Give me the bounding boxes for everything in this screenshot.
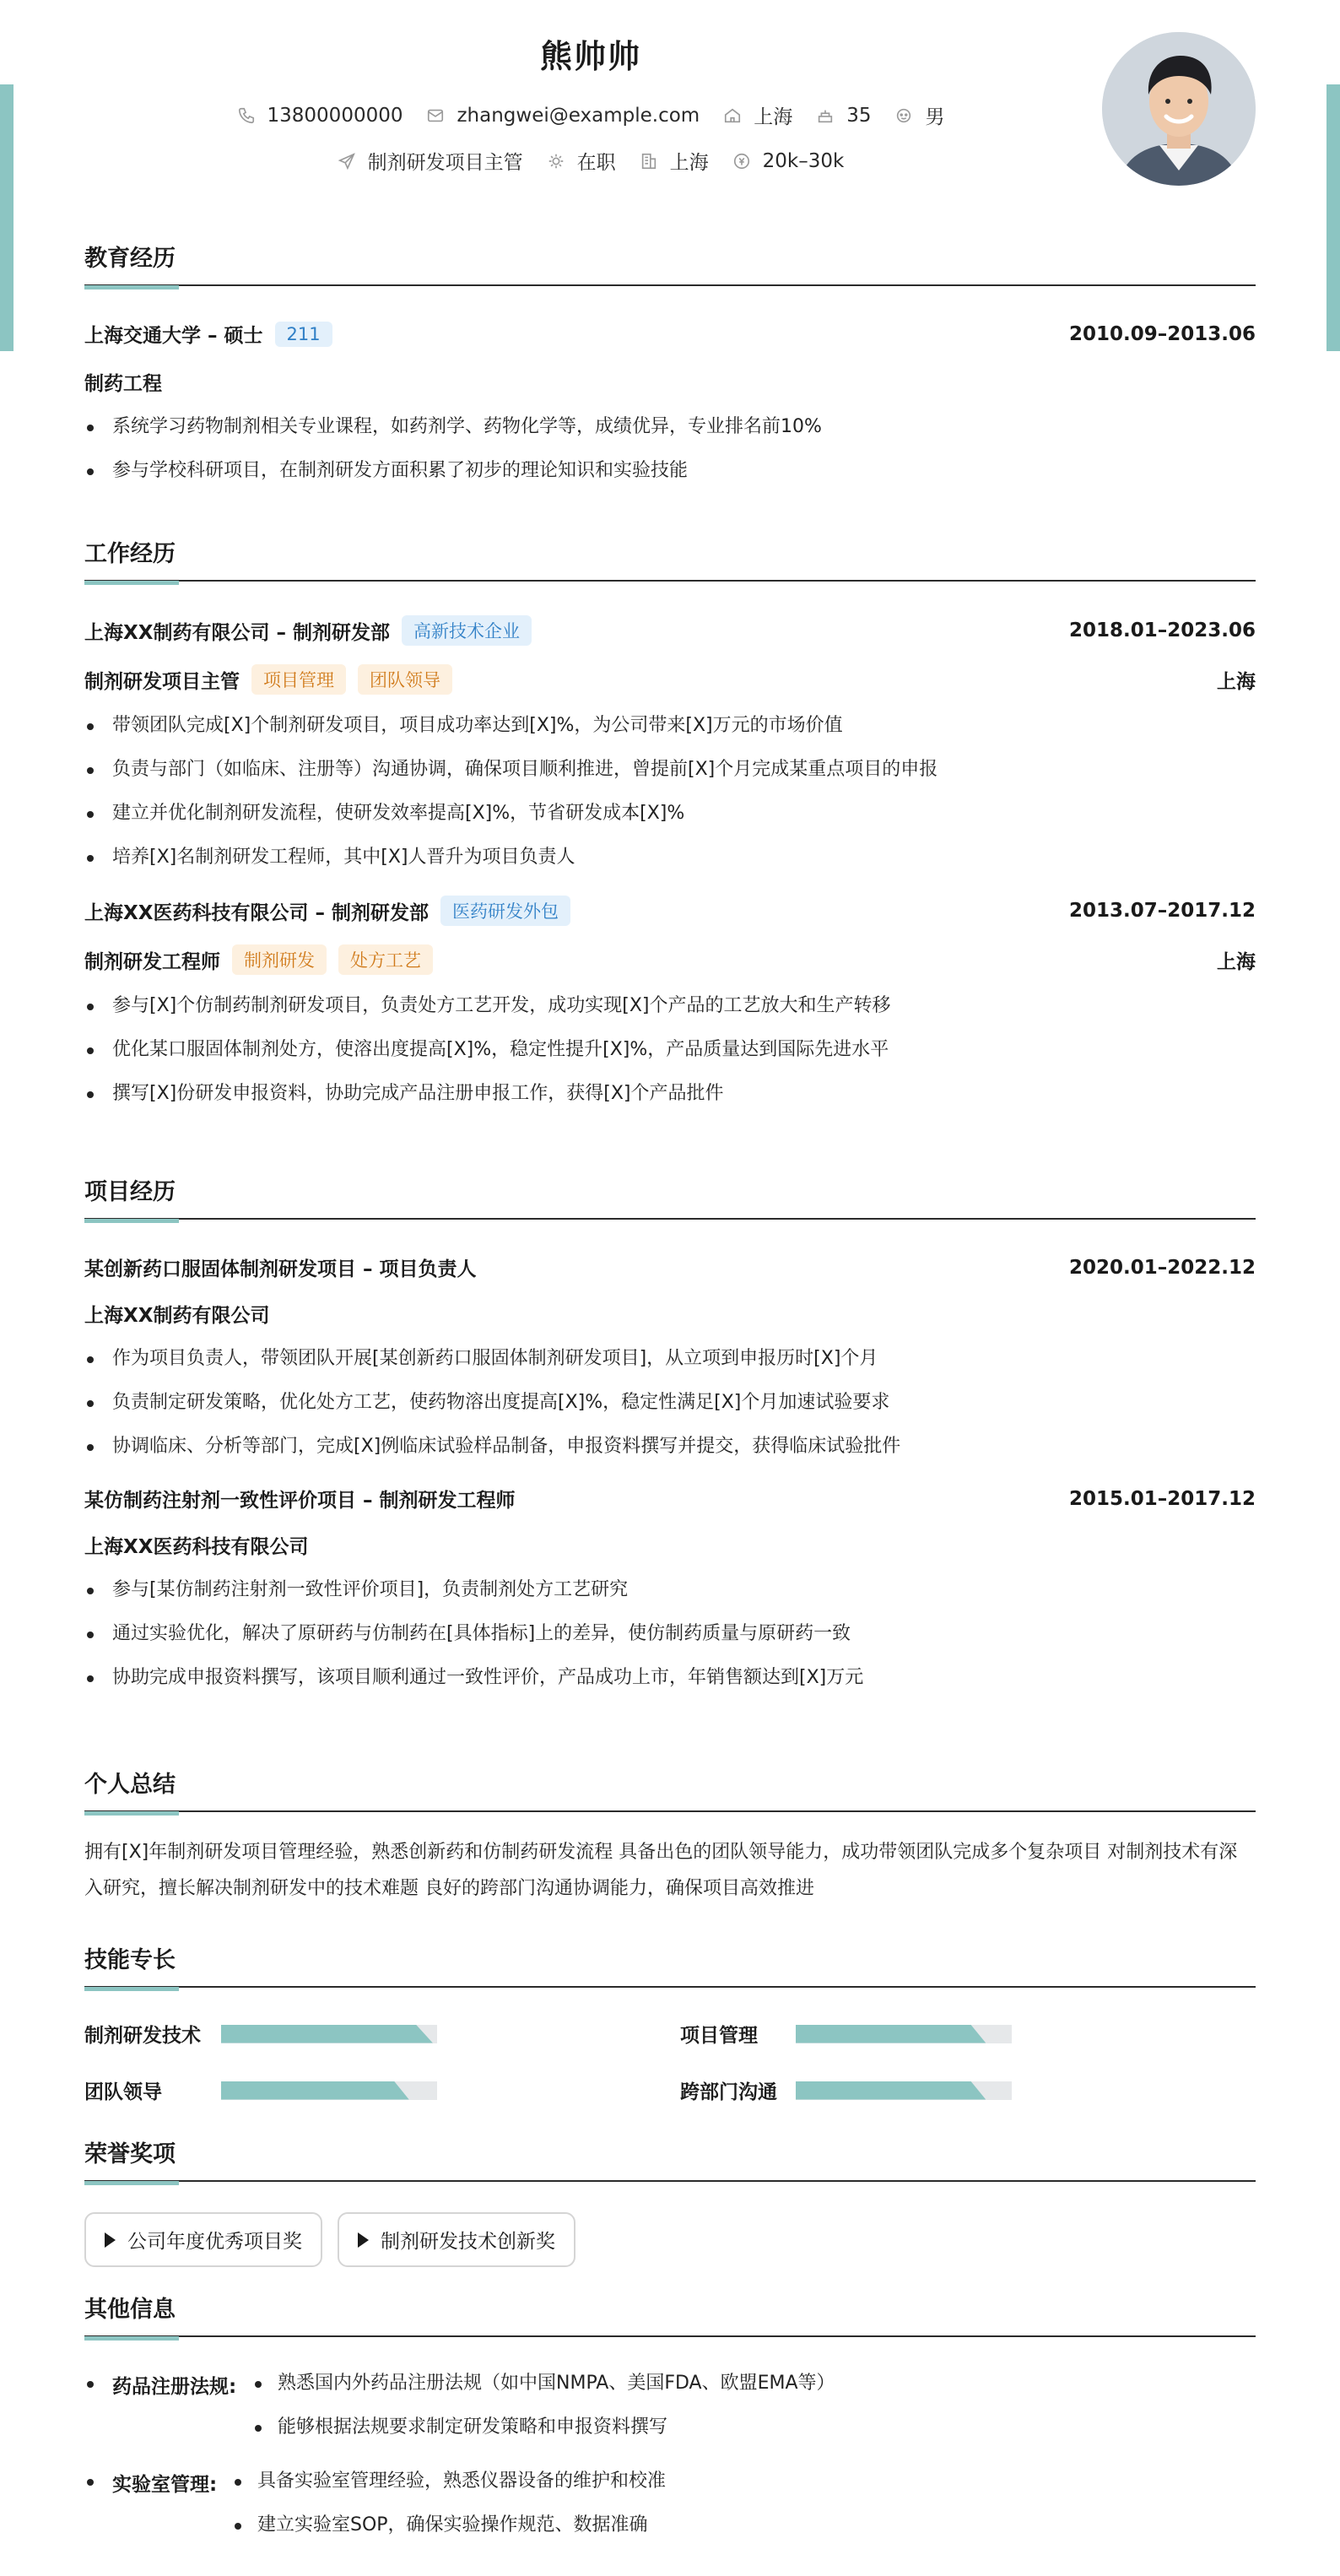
section-title: 工作经历	[84, 535, 1256, 582]
list-item: 负责制定研发策略，优化处方工艺，使药物溶出度提高[X]%，稳定性满足[X]个月加速试验要求	[84, 1390, 1256, 1415]
city-item	[723, 101, 792, 129]
project-date: 2020.01–2022.12	[1068, 1256, 1256, 1279]
job-header	[84, 615, 1256, 646]
role	[84, 664, 452, 695]
status-icon	[547, 152, 565, 170]
company-line	[84, 896, 570, 926]
skills-grid	[84, 2020, 1256, 2104]
list-item: 熟悉国内外药品注册法规（如中国NMPA、美国FDA、欧盟EMA等）	[250, 2371, 835, 2396]
awards-list	[84, 2212, 1256, 2267]
left-accent-bar	[0, 84, 14, 351]
section-title: 教育经历	[84, 240, 1256, 286]
phone-item	[237, 105, 403, 127]
list-item: 系统学习药物制剂相关专业课程，如药剂学、药物化学等，成绩优异，专业排名前10%	[84, 414, 1256, 440]
resume-page	[84, 0, 1256, 2535]
status-text: 在职	[576, 152, 616, 174]
other-label: 实验室管理:	[84, 2469, 230, 2538]
award-chip	[84, 2212, 322, 2267]
education-bullets	[84, 414, 1256, 484]
other-group	[84, 2371, 1256, 2440]
job-entry	[84, 615, 1256, 870]
gender-icon	[894, 106, 913, 125]
list-item: 具备实验室管理经验，熟悉仪器设备的维护和校准	[230, 2469, 666, 2494]
role-line	[84, 664, 1256, 695]
other-section	[84, 2291, 1256, 2538]
salary-item	[732, 150, 845, 172]
home-icon	[723, 106, 742, 125]
work-city-item	[640, 147, 709, 175]
other-items	[230, 2469, 666, 2538]
section-title: 项目经历	[84, 1173, 1256, 1220]
role-name: 制剂研发工程师	[84, 950, 220, 973]
list-item: 协调临床、分析等部门，完成[X]例临床试验样品制备，申报资料撰写并提交，获得临床试验批件	[84, 1434, 1256, 1459]
send-icon	[338, 152, 356, 170]
list-item: 参与[某仿制药注射剂一致性评价项目]，负责制剂处方工艺研究	[84, 1578, 1256, 1603]
email-text: zhangwei@example.com	[457, 104, 700, 127]
building-icon	[640, 152, 658, 170]
list-item: 撰写[X]份研发申报资料，协助完成产品注册申报工作，获得[X]个产品批件	[84, 1081, 1256, 1107]
job-bullets	[84, 713, 1256, 870]
skill-fill	[796, 2025, 986, 2043]
section-title: 个人总结	[84, 1766, 1256, 1812]
major: 制药工程	[84, 373, 162, 395]
role-tag: 制剂研发	[232, 944, 327, 975]
project-entry	[84, 1485, 1256, 1691]
role-tag: 项目管理	[251, 664, 346, 695]
phone-icon	[237, 106, 256, 125]
skill-fill	[221, 2025, 433, 2043]
role-name: 制剂研发项目主管	[84, 670, 240, 693]
school-line	[84, 320, 332, 348]
skill-name: 项目管理	[680, 2025, 758, 2047]
project-org: 上海XX制药有限公司	[84, 1305, 270, 1327]
play-icon	[105, 2232, 116, 2248]
skills-section	[84, 1941, 1256, 2104]
resume-header	[84, 0, 1256, 211]
awards-section	[84, 2135, 1256, 2267]
list-item: 作为项目负责人，带领团队开展[某创新药口服固体制剂研发项目]，从立项到申报历时[X]个月	[84, 1346, 1256, 1372]
age-text: 35	[846, 104, 872, 127]
skill-bar	[221, 2025, 437, 2043]
job-date: 2018.01–2023.06	[1068, 620, 1256, 641]
role-tag: 处方工艺	[338, 944, 433, 975]
project-header	[84, 1253, 1256, 1281]
education-header	[84, 320, 1256, 348]
project-header	[84, 1485, 1256, 1513]
gender-text: 男	[925, 106, 945, 128]
intent-row	[84, 147, 1097, 175]
skill-item	[84, 2076, 680, 2104]
contact-row	[84, 101, 1097, 129]
award-chip	[338, 2212, 575, 2267]
skill-bar	[221, 2081, 437, 2100]
work-section	[84, 535, 1256, 1107]
salary-text: 20k–30k	[762, 149, 845, 172]
avatar	[1102, 32, 1256, 186]
status-item	[547, 147, 616, 175]
other-group	[84, 2469, 1256, 2538]
list-item: 协助完成申报资料撰写，该项目顺利通过一致性评价，产品成功上市，年销售额达到[X]万元	[84, 1665, 1256, 1691]
position-item	[338, 147, 523, 175]
job-location: 上海	[1217, 950, 1256, 973]
company-name: 上海XX制药有限公司 – 制剂研发部	[84, 621, 390, 644]
company-tag: 高新技术企业	[402, 615, 532, 646]
list-item: 建立实验室SOP，确保实验操作规范、数据准确	[230, 2513, 666, 2538]
age-item	[816, 105, 871, 127]
job-header	[84, 896, 1256, 926]
list-item: 带领团队完成[X]个制剂研发项目，项目成功率达到[X]%，为公司带来[X]万元的市场价值	[84, 713, 1256, 739]
job-date: 2013.07–2017.12	[1068, 900, 1256, 922]
list-item: 建立并优化制剂研发流程，使研发效率提高[X]%，节省研发成本[X]%	[84, 801, 1256, 826]
skill-name: 团队领导	[84, 2081, 162, 2103]
section-title: 荣誉奖项	[84, 2135, 1256, 2182]
skill-name: 跨部门沟通	[680, 2081, 777, 2103]
skill-item	[84, 2020, 680, 2048]
skill-item	[680, 2076, 1256, 2104]
project-bullets	[84, 1578, 1256, 1691]
gender-item	[894, 101, 944, 129]
role-tag: 团队领导	[358, 664, 452, 695]
right-accent-bar	[1326, 84, 1340, 351]
summary-text: 拥有[X]年制剂研发项目管理经验，熟悉创新药和仿制药研发流程 具备出色的团队领导能力，成功带领团队完成多个复杂项目 对制剂技术有深入研究，擅长解决制剂研发中的技术难题 良好的跨部门沟通协调能力，确保项目高效推进	[84, 1842, 1238, 1899]
skill-bar	[796, 2025, 1012, 2043]
age-icon	[816, 106, 835, 125]
work-city-text: 上海	[669, 152, 709, 174]
project-entry	[84, 1253, 1256, 1459]
other-items	[250, 2371, 835, 2440]
school-tag: 211	[275, 322, 332, 347]
education-date: 2010.09–2013.06	[1068, 322, 1256, 345]
job-entry	[84, 896, 1256, 1107]
summary-section	[84, 1766, 1256, 1907]
section-title: 其他信息	[84, 2291, 1256, 2337]
education-section	[84, 240, 1256, 484]
company-name: 上海XX医药科技有限公司 – 制剂研发部	[84, 901, 429, 924]
skill-fill	[796, 2081, 986, 2100]
projects-section	[84, 1173, 1256, 1691]
project-name: 某创新药口服固体制剂研发项目 – 项目负责人	[84, 1258, 477, 1280]
skill-name: 制剂研发技术	[84, 2025, 201, 2047]
city-text: 上海	[754, 106, 793, 128]
company-tag: 医药研发外包	[440, 896, 570, 926]
list-item: 负责与部门（如临床、注册等）沟通协调，确保项目顺利推进，曾提前[X]个月完成某重点项目的申报	[84, 757, 1256, 782]
other-label: 药品注册法规:	[84, 2371, 250, 2440]
list-item: 优化某口服固体制剂处方，使溶出度提高[X]%，稳定性提升[X]%，产品质量达到国际先进水平	[84, 1037, 1256, 1063]
phone-text: 13800000000	[267, 104, 403, 127]
email-icon	[426, 106, 445, 125]
school-name: 上海交通大学 – 硕士	[84, 325, 263, 347]
position-text: 制剂研发项目主管	[367, 152, 523, 174]
salary-icon	[732, 152, 751, 170]
award-label: 制剂研发技术创新奖	[381, 2231, 555, 2253]
job-location: 上海	[1217, 670, 1256, 693]
role-line	[84, 944, 1256, 975]
list-item: 培养[X]名制剂研发工程师，其中[X]人晋升为项目负责人	[84, 845, 1256, 870]
play-icon	[358, 2232, 369, 2248]
candidate-name: 熊帅帅	[539, 38, 641, 75]
email-item	[426, 105, 700, 127]
role	[84, 944, 433, 975]
section-title: 技能专长	[84, 1941, 1256, 1988]
project-name: 某仿制药注射剂一致性评价项目 – 制剂研发工程师	[84, 1490, 516, 1512]
list-item: 参与学校科研项目，在制剂研发方面积累了初步的理论知识和实验技能	[84, 458, 1256, 484]
project-date: 2015.01–2017.12	[1068, 1487, 1256, 1510]
skill-item	[680, 2020, 1256, 2048]
award-label: 公司年度优秀项目奖	[127, 2231, 302, 2253]
list-item: 通过实验优化，解决了原研药与仿制药在[具体指标]上的差异，使仿制药质量与原研药一致	[84, 1621, 1256, 1647]
project-org: 上海XX医药科技有限公司	[84, 1536, 309, 1558]
skill-fill	[221, 2081, 409, 2100]
company-line	[84, 615, 532, 646]
list-item: 参与[X]个仿制药制剂研发项目，负责处方工艺开发，成功实现[X]个产品的工艺放大和生产转移	[84, 993, 1256, 1019]
skill-bar	[796, 2081, 1012, 2100]
project-bullets	[84, 1346, 1256, 1459]
job-bullets	[84, 993, 1256, 1107]
list-item: 能够根据法规要求制定研发策略和申报资料撰写	[250, 2415, 835, 2440]
